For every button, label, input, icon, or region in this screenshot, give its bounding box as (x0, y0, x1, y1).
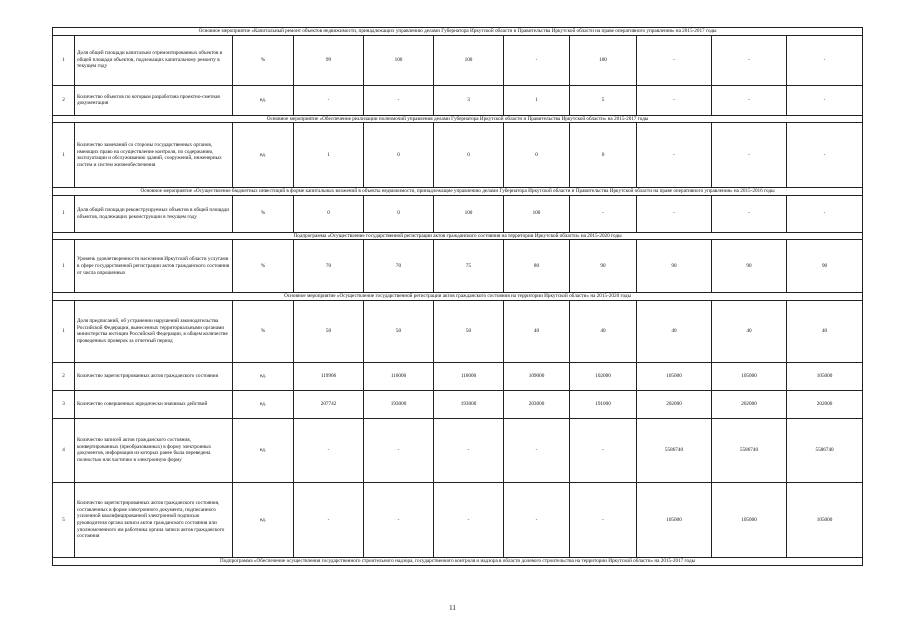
indicator-row (53, 390, 863, 418)
indicator-value: 105000 (787, 362, 863, 390)
indicator-name: Доля общей площади капитально отремонтированных объектов в общей площади объектов, подлежащих капитальному ремонту в текущем году (75, 35, 233, 85)
indicator-value: 105000 (787, 482, 863, 557)
indicator-value: 99 (294, 35, 364, 85)
indicators-table-body (53, 28, 863, 566)
indicator-name: Количество зарегистрированных актов гражданского состояния (75, 362, 233, 390)
indicator-row (53, 418, 863, 482)
indicator-value: 50 (364, 300, 434, 362)
section-title: Подпрограмма «Осуществление государственной регистрации актов гражданского состояния на территории Иркутской области» на 2015-2020 годы (53, 232, 863, 240)
indicator-row (53, 195, 863, 232)
row-number: 1 (53, 123, 75, 188)
indicator-value: - (504, 482, 570, 557)
section-header-row (53, 28, 863, 36)
unit-of-measure: % (233, 195, 294, 232)
indicator-value: 100 (434, 35, 504, 85)
indicator-value: 5586740 (637, 418, 712, 482)
indicator-value: - (434, 418, 504, 482)
row-number: 1 (53, 35, 75, 85)
row-number: 1 (53, 240, 75, 293)
indicator-value: 100 (364, 35, 434, 85)
unit-of-measure: ед. (233, 390, 294, 418)
indicator-value: 0 (570, 123, 637, 188)
indicator-row (53, 482, 863, 557)
indicator-value: 90 (637, 240, 712, 293)
indicator-value: 0 (294, 195, 364, 232)
indicator-value: - (294, 418, 364, 482)
indicator-value: 50 (434, 300, 504, 362)
indicator-name: Количество замечаний со стороны государственных органов, имеющих право на осуществление контроля, по содержанию, эксплуатации и обслуживанию зданий, сооружений, инженерных систем и систем жизнеобеспечения (75, 123, 233, 188)
unit-of-measure: % (233, 300, 294, 362)
indicator-value: - (787, 35, 863, 85)
indicator-value: 0 (364, 123, 434, 188)
section-title: Подпрограмма «Обеспечение осуществления государственного строительного надзора, государственного контроля и надзора в области долевого строительства на территории Иркутской области» на 2015-2017 годы (53, 557, 863, 565)
row-number: 4 (53, 418, 75, 482)
indicator-name: Количество записей актов гражданского состояния, конвертированных (преобразованных) в форму электронных документов, информация из которых ранее была переведена полностью или частично в электронную форму (75, 418, 233, 482)
indicator-value: 90 (570, 240, 637, 293)
indicator-value: 90 (787, 240, 863, 293)
indicator-value: 109000 (504, 362, 570, 390)
indicator-value: - (570, 482, 637, 557)
indicator-value: 105000 (637, 482, 712, 557)
indicator-value: 105000 (712, 362, 787, 390)
indicator-value: - (294, 85, 364, 115)
indicator-value: 40 (504, 300, 570, 362)
row-number: 5 (53, 482, 75, 557)
indicator-value: 0 (434, 123, 504, 188)
indicator-row (53, 362, 863, 390)
unit-of-measure: ед. (233, 123, 294, 188)
indicator-name: Доля предписаний, об устранении нарушений законодательства Российской Федерации, вынесенных территориальными органами министерства юстиции Российской Федерации, в общем количестве проведенных проверок за отчетный период (75, 300, 233, 362)
indicator-value: - (712, 123, 787, 188)
indicator-value: 70 (294, 240, 364, 293)
indicator-value: 90 (712, 240, 787, 293)
indicator-row (53, 300, 863, 362)
indicator-value: 105000 (637, 362, 712, 390)
indicator-value: - (637, 123, 712, 188)
unit-of-measure: % (233, 240, 294, 293)
page-number: 11 (449, 604, 456, 612)
unit-of-measure: ед. (233, 482, 294, 557)
indicator-value: - (364, 418, 434, 482)
indicator-value: - (364, 85, 434, 115)
indicator-value: 0 (504, 123, 570, 188)
indicator-value: 207742 (294, 390, 364, 418)
section-header-row (53, 188, 863, 196)
indicator-value: 193000 (434, 390, 504, 418)
indicator-value: - (570, 195, 637, 232)
indicator-value: 0 (364, 195, 434, 232)
row-number: 3 (53, 390, 75, 418)
indicator-value: - (434, 482, 504, 557)
section-title: Основное мероприятие «Осуществление государственной регистрации актов гражданского состояния на территории Иркутской области» на 2015-2020 годы (53, 293, 863, 301)
indicator-value: 100 (504, 195, 570, 232)
indicator-name: Доля общей площади реконструируемых объектов в общей площади объектов, подлежащих реконструкции в текущем году (75, 195, 233, 232)
indicator-value: - (787, 123, 863, 188)
indicator-value: 3 (434, 85, 504, 115)
indicator-value: 50 (294, 300, 364, 362)
section-title: Основное мероприятие «Обеспечение реализации полномочий управления делами Губернатора Иркутской области и Правительства Иркутской области» на 2015-2017 годы (53, 115, 863, 123)
indicator-value: 40 (637, 300, 712, 362)
indicator-name: Количество совершенных юридически значимых действий (75, 390, 233, 418)
indicator-name: Уровень удовлетворенности населения Иркутской области услугами в сфере государственной регистрации актов гражданского состояния от числа опрошенных (75, 240, 233, 293)
indicator-value: 5586740 (712, 418, 787, 482)
row-number: 1 (53, 195, 75, 232)
indicator-value: 5 (570, 85, 637, 115)
indicator-value: 1 (294, 123, 364, 188)
indicator-value: 100 (434, 195, 504, 232)
indicator-value: 203000 (504, 390, 570, 418)
indicator-value: 5586740 (787, 418, 863, 482)
section-title: Основное мероприятие «Капитальный ремонт объектов недвижимости, принадлежащих управлению делами Губернатора Иркутской области и Правительства Иркутской области на праве оперативного управления» на 2015-2017 годы (53, 28, 863, 36)
unit-of-measure: % (233, 35, 294, 85)
section-header-row (53, 293, 863, 301)
indicator-value: 1 (504, 85, 570, 115)
indicator-row (53, 240, 863, 293)
indicator-value: 202000 (712, 390, 787, 418)
section-title: Основное мероприятие «Осуществление бюджетных инвестиций в форме капитальных вложений в объекты недвижимости, принадлежащие управлению делами Губернатора Иркутской области и Правительства Иркутской области на праве оперативного управления» на 2015-2016 годы (53, 188, 863, 196)
row-number: 1 (53, 300, 75, 362)
indicator-value: 40 (712, 300, 787, 362)
indicator-value: - (787, 85, 863, 115)
indicators-table (52, 27, 863, 566)
indicator-value: 116000 (364, 362, 434, 390)
unit-of-measure: ед. (233, 85, 294, 115)
indicator-value: - (787, 195, 863, 232)
indicator-value: 80 (504, 240, 570, 293)
indicator-value: - (294, 482, 364, 557)
indicator-value: - (712, 35, 787, 85)
indicator-row (53, 35, 863, 85)
indicator-value: - (504, 418, 570, 482)
section-header-row (53, 115, 863, 123)
indicator-name: Количество объектов по которым разработана проектно-сметная документация (75, 85, 233, 115)
unit-of-measure: ед. (233, 418, 294, 482)
indicator-value: - (637, 195, 712, 232)
indicator-value: 100 (570, 35, 637, 85)
section-header-row (53, 557, 863, 565)
indicator-value: 119906 (294, 362, 364, 390)
indicator-row (53, 85, 863, 115)
indicator-value: - (570, 418, 637, 482)
indicator-row (53, 123, 863, 188)
row-number: 2 (53, 85, 75, 115)
indicator-value: - (712, 85, 787, 115)
indicator-value: 193000 (364, 390, 434, 418)
indicator-value: 70 (364, 240, 434, 293)
indicator-value: 102000 (570, 362, 637, 390)
indicator-value: - (364, 482, 434, 557)
indicator-value: 40 (570, 300, 637, 362)
indicator-value: 105000 (712, 482, 787, 557)
row-number: 2 (53, 362, 75, 390)
indicator-value: 40 (787, 300, 863, 362)
indicator-value: 191000 (570, 390, 637, 418)
indicator-value: 202000 (787, 390, 863, 418)
indicator-value: 202000 (637, 390, 712, 418)
indicator-value: - (637, 85, 712, 115)
indicator-value: - (504, 35, 570, 85)
indicator-value: 75 (434, 240, 504, 293)
unit-of-measure: ед. (233, 362, 294, 390)
indicator-value: - (712, 195, 787, 232)
indicator-name: Количество зарегистрированных актов гражданского состояния, составленных в форме электронного документа, подписанного усиленной квалифицированной электронной подписью руководителя органа записи актов гражданского состояния или уполномоченного им работника органа записи актов гражданского состояния (75, 482, 233, 557)
section-header-row (53, 232, 863, 240)
indicator-value: - (637, 35, 712, 85)
indicator-value: 116000 (434, 362, 504, 390)
